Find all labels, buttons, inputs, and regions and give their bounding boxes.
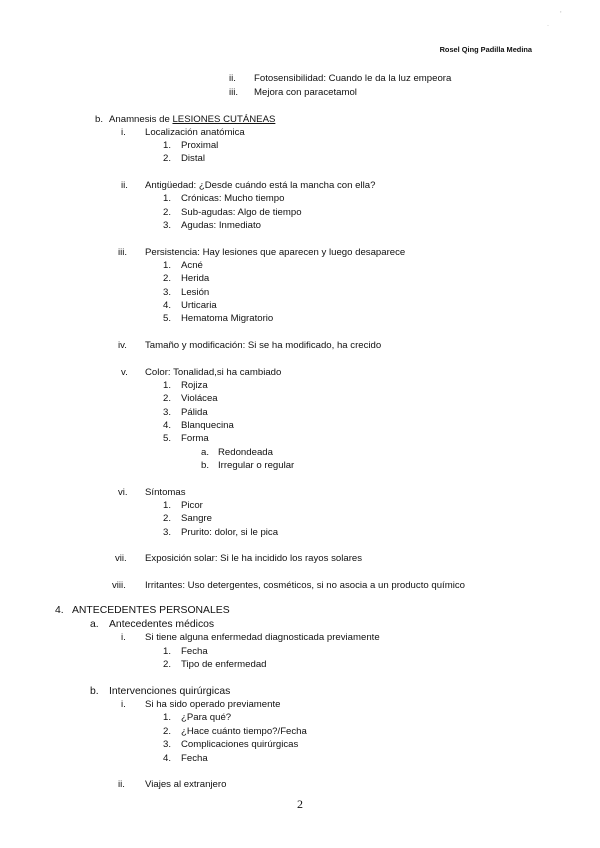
- list-item-text: Fecha: [181, 646, 208, 657]
- list-item-text: Herida: [181, 273, 210, 284]
- list-marker: i.: [121, 127, 126, 138]
- list-marker: 1.: [163, 500, 172, 511]
- list-marker: iii.: [229, 87, 239, 98]
- list-item-text: Acné: [181, 260, 203, 271]
- list-item-text: ¿Hace cuánto tiempo?/Fecha: [181, 726, 307, 737]
- list-marker: 3.: [163, 739, 172, 750]
- list-item-text: Fecha: [181, 753, 208, 764]
- list-item-text: Rojiza: [181, 380, 208, 391]
- list-item-text: Pálida: [181, 407, 208, 418]
- list-item-text: Hematoma Migratorio: [181, 313, 274, 324]
- page-number: 2: [297, 797, 303, 811]
- list-item-text: Complicaciones quirúrgicas: [181, 739, 299, 750]
- list-marker: vi.: [118, 487, 128, 498]
- list-item-text: ANTECEDENTES PERSONALES: [72, 605, 230, 616]
- list-marker: ii.: [229, 73, 236, 84]
- list-item-text: Localización anatómica: [145, 127, 245, 138]
- list-marker: 1.: [163, 646, 172, 657]
- list-marker: 2.: [163, 726, 172, 737]
- corner-mark: ·: [547, 23, 549, 29]
- list-item-text: Urticaria: [181, 300, 217, 311]
- list-marker: 2.: [163, 393, 172, 404]
- list-item-text: Si tiene alguna enfermedad diagnosticada previamente: [145, 632, 380, 643]
- list-item-text: Antigüedad: ¿Desde cuándo está la mancha con ella?: [145, 180, 376, 191]
- list-item-text: Blanquecina: [181, 420, 234, 431]
- list-marker: 2.: [163, 659, 172, 670]
- list-marker: 3.: [163, 287, 172, 298]
- list-item-text: Tamaño y modificación: Si se ha modificado, ha crecido: [145, 340, 382, 351]
- list-marker: 1.: [163, 712, 172, 723]
- list-item-text: Viajes al extranjero: [145, 779, 227, 790]
- list-item-text: Agudas: Inmediato: [181, 220, 262, 231]
- list-item-text: Forma: [181, 433, 209, 444]
- list-item-text: Irritantes: Uso detergentes, cosméticos, si no asocia a un producto químico: [145, 580, 465, 591]
- corner-mark: ,: [560, 8, 562, 14]
- list-item-text: Antecedentes médicos: [109, 619, 215, 630]
- list-item-text: Exposición solar: Si le ha incidido los rayos solares: [145, 553, 363, 564]
- list-item-text: Sangre: [181, 513, 212, 524]
- list-marker: 1.: [163, 193, 172, 204]
- list-item-text: Irregular o regular: [218, 460, 295, 471]
- list-marker: v.: [121, 367, 128, 378]
- list-item-text: Anamnesis de LESIONES CUTÁNEAS: [109, 114, 276, 125]
- list-marker: 3.: [163, 407, 172, 418]
- list-marker: 5.: [163, 433, 172, 444]
- list-marker: 4.: [163, 753, 172, 764]
- list-marker: i.: [121, 699, 126, 710]
- list-marker: 4.: [163, 420, 172, 431]
- list-item-text: Prurito: dolor, si le pica: [181, 527, 279, 538]
- list-item-text: Intervenciones quirúrgicas: [109, 686, 231, 697]
- list-marker: ii.: [121, 180, 128, 191]
- list-item-text: Mejora con paracetamol: [254, 87, 357, 98]
- list-marker: 3.: [163, 220, 172, 231]
- list-item-text: Color: Tonalidad,si ha cambiado: [145, 367, 282, 378]
- list-marker: i.: [121, 632, 126, 643]
- list-marker: 2.: [163, 273, 172, 284]
- list-marker: 2.: [163, 513, 172, 524]
- list-marker: 5.: [163, 313, 172, 324]
- list-item-text: Persistencia: Hay lesiones que aparecen y luego desaparece: [145, 247, 406, 258]
- list-marker: b.: [95, 114, 104, 125]
- underlined-heading: LESIONES CUTÁNEAS: [172, 114, 276, 125]
- list-marker: b.: [201, 460, 210, 471]
- list-marker: a.: [90, 619, 99, 630]
- list-item-text: Distal: [181, 153, 205, 164]
- list-item-text: Sub-agudas: Algo de tiempo: [181, 207, 302, 218]
- list-marker: 2.: [163, 153, 172, 164]
- list-marker: 2.: [163, 207, 172, 218]
- list-item-text: Fotosensibilidad: Cuando le da la luz empeora: [254, 73, 452, 84]
- list-marker: 1.: [163, 140, 172, 151]
- list-marker: 4.: [55, 605, 64, 616]
- list-marker: vii.: [115, 553, 127, 564]
- list-item-text: Violácea: [181, 393, 218, 404]
- list-marker: ii.: [118, 779, 125, 790]
- list-item-text: ¿Para qué?: [181, 712, 232, 723]
- list-item-text: Si ha sido operado previamente: [145, 699, 281, 710]
- list-item-text: Síntomas: [145, 487, 186, 498]
- list-marker: viii.: [112, 580, 126, 591]
- list-item-text: Picor: [181, 500, 203, 511]
- list-item-text: Lesión: [181, 287, 210, 298]
- list-marker: 1.: [163, 380, 172, 391]
- list-marker: b.: [90, 686, 99, 697]
- list-item-text: Redondeada: [218, 447, 273, 458]
- list-marker: 3.: [163, 527, 172, 538]
- page-header-author: Rosel Qing Padilla Medina: [439, 45, 532, 54]
- list-marker: 4.: [163, 300, 172, 311]
- list-marker: 1.: [163, 260, 172, 271]
- list-marker: iii.: [118, 247, 128, 258]
- list-item-text: Proximal: [181, 140, 219, 151]
- list-marker: iv.: [118, 340, 127, 351]
- list-item-text: Tipo de enfermedad: [181, 659, 267, 670]
- list-marker: a.: [201, 447, 210, 458]
- list-item-text: Crónicas: Mucho tiempo: [181, 193, 285, 204]
